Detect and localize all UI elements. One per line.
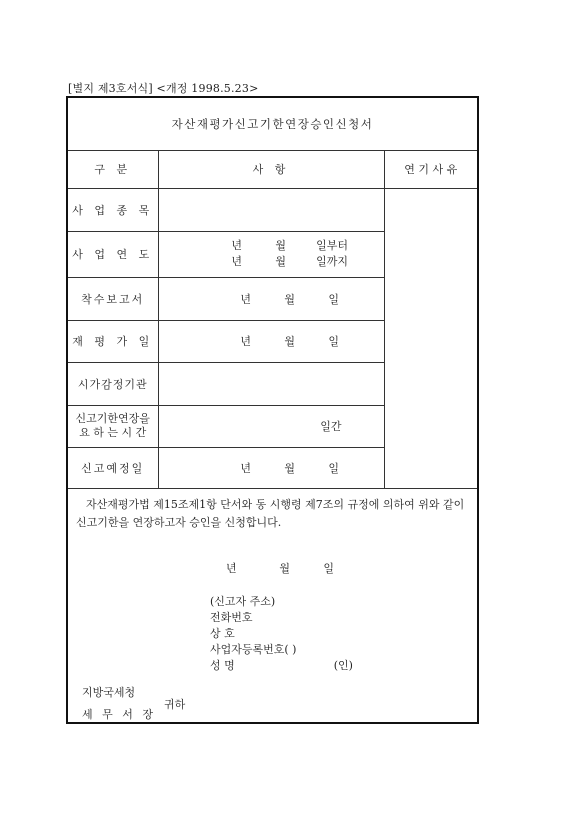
form-header-note: [별지 제3호서식] <개정 1998.5.23> (68, 82, 259, 95)
row-label-scheduled-date: 신고예정일 (68, 447, 158, 488)
table-header-row (68, 150, 477, 188)
form-title: 자산재평가신고기한연장승인신청서 (68, 98, 477, 151)
applicant-name-label: 성 명 (210, 659, 235, 672)
revaluation-date-field[interactable]: 년 월 일 (158, 320, 384, 362)
fiscal-year-to: 년 월 일까지 (231, 255, 348, 268)
business-type-field[interactable] (158, 188, 384, 231)
application-form (66, 96, 479, 724)
addressee-regional-tax-office: 지방국세청 (82, 686, 136, 699)
appraisal-agency-field[interactable] (158, 362, 384, 405)
row-label-fiscal-year: 사 업 연 도 (68, 231, 158, 277)
row-label-appraisal-agency: 시가감정기관 (68, 362, 158, 405)
column-header-reason: 연 기 사 유 (384, 150, 477, 188)
addressee-tax-office-head: 세 무 서 장 (82, 708, 156, 721)
seal-mark: (인) (333, 659, 353, 672)
application-statement-area (68, 486, 477, 722)
application-statement: 자산재평가법 제15조제1항 단서와 동 시행령 제7조의 규정에 의하여 위와 같이 신고기한을 연장하고자 승인을 신청합니다. (76, 498, 465, 529)
fiscal-year-from: 년 월 일부터 (231, 239, 348, 252)
column-header-category: 구 분 (68, 150, 158, 188)
row-label-business-type: 사 업 종 목 (68, 188, 158, 231)
row-label-extension-period: 신고기한연장을 요 하 는 시 간 (68, 405, 158, 447)
row-label-start-report: 착수보고서 (68, 277, 158, 320)
extension-reason-field[interactable] (384, 188, 477, 488)
applicant-name-line[interactable] (210, 658, 353, 674)
addressee (82, 682, 156, 726)
applicant-business-reg-no[interactable]: 사업자등록번호( ) (210, 643, 297, 656)
fiscal-year-field[interactable] (158, 231, 384, 277)
row-label-revaluation-date: 재 평 가 일 (68, 320, 158, 362)
table-row (68, 188, 477, 231)
applicant-trade-name[interactable]: 상 호 (210, 627, 235, 640)
form-table (68, 150, 477, 489)
extension-period-field[interactable] (158, 405, 384, 447)
application-date[interactable]: 년 월 일 (226, 562, 334, 575)
scheduled-date-field[interactable]: 년 월 일 (158, 447, 384, 488)
column-header-details: 사 항 (158, 150, 384, 188)
start-report-date-field[interactable]: 년 월 일 (158, 277, 384, 320)
applicant-address[interactable]: (신고자 주소) (210, 595, 276, 608)
applicant-phone[interactable]: 전화번호 (210, 611, 253, 624)
extension-period-unit: 일간 (320, 420, 342, 433)
applicant-info (210, 594, 353, 674)
addressee-honorific: 귀하 (164, 698, 186, 711)
